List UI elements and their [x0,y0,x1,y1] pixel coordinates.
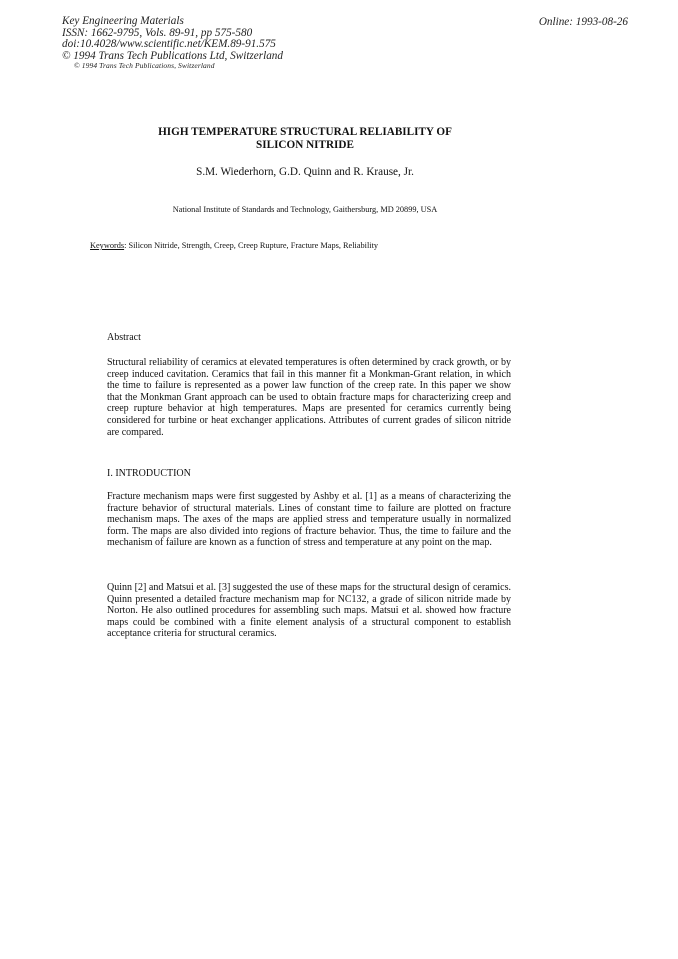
keywords-label: Keywords [90,241,125,250]
title-line-2: SILICON NITRIDE [256,139,354,151]
citation-header [62,16,283,70]
abstract-heading: Abstract [107,332,141,343]
keywords [90,241,378,250]
intro-paragraph-2: Quinn [2] and Matsui et al. [3] suggested the use of these maps for the structural design of ceramics. Quinn presented a detailed fracture mechanism map for NC132, a grade of silicon nitride made by Norton. He also outlined procedures for assembling such maps. Matsui et al. showed how fracture maps could be combined with a finite element analysis of a structural component to establish acceptance criteria for structural ceramics. [107,582,511,640]
keywords-text: : Silicon Nitride, Strength, Creep, Creep Rupture, Fracture Maps, Reliability [124,241,379,250]
online-date: Online: 1993-08-26 [538,16,628,28]
intro-paragraph-1: Fracture mechanism maps were first suggested by Ashby et al. [1] as a means of characterizing the fracture behavior of structural materials. Lines of constant time to failure are plotted on fracture mechanism maps. The axes of the maps are applied stress and temperature usually in normalized form. The maps are also divided into regions of fracture behavior. Thus, the time to failure and the mechanism of failure are known as a function of stress and temperature at any point on the map. [107,491,511,549]
doi-line: doi:10.4028/www.scientific.net/KEM.89-91.575 [62,38,276,51]
title-line-1: HIGH TEMPERATURE STRUCTURAL RELIABILITY OF [158,126,452,138]
abstract-text: Structural reliability of ceramics at elevated temperatures is often determined by crack growth, or by creep induced cavitation. Ceramics that fail in this manner fit a Monkman-Grant relation, in which the time to failure is represented as a power law function of the creep rate. In this paper we show that the Monkman Grant approach can be used to obtain fracture maps for characterizing creep and creep rupture behavior at high temperatures. Maps are presented for ceramics currently being considered for turbine or heat exchanger applications. Attributes of current grades of silicon nitride are compared. [107,357,511,438]
paper-title [100,126,510,152]
authors: S.M. Wiederhorn, G.D. Quinn and R. Krause, Jr. [196,166,414,178]
copyright-line: © 1994 Trans Tech Publications Ltd, Switzerland [62,49,283,62]
original-copyright-line: © 1994 Trans Tech Publications, Switzerland [74,61,215,71]
affiliation: National Institute of Standards and Technology, Gaithersburg, MD 20899, USA [172,205,438,214]
issn-line: ISSN: 1662-9795, Vols. 89-91, pp 575-580 [62,26,253,39]
introduction-heading: I. INTRODUCTION [107,468,191,479]
journal-name: Key Engineering Materials [62,15,184,27]
